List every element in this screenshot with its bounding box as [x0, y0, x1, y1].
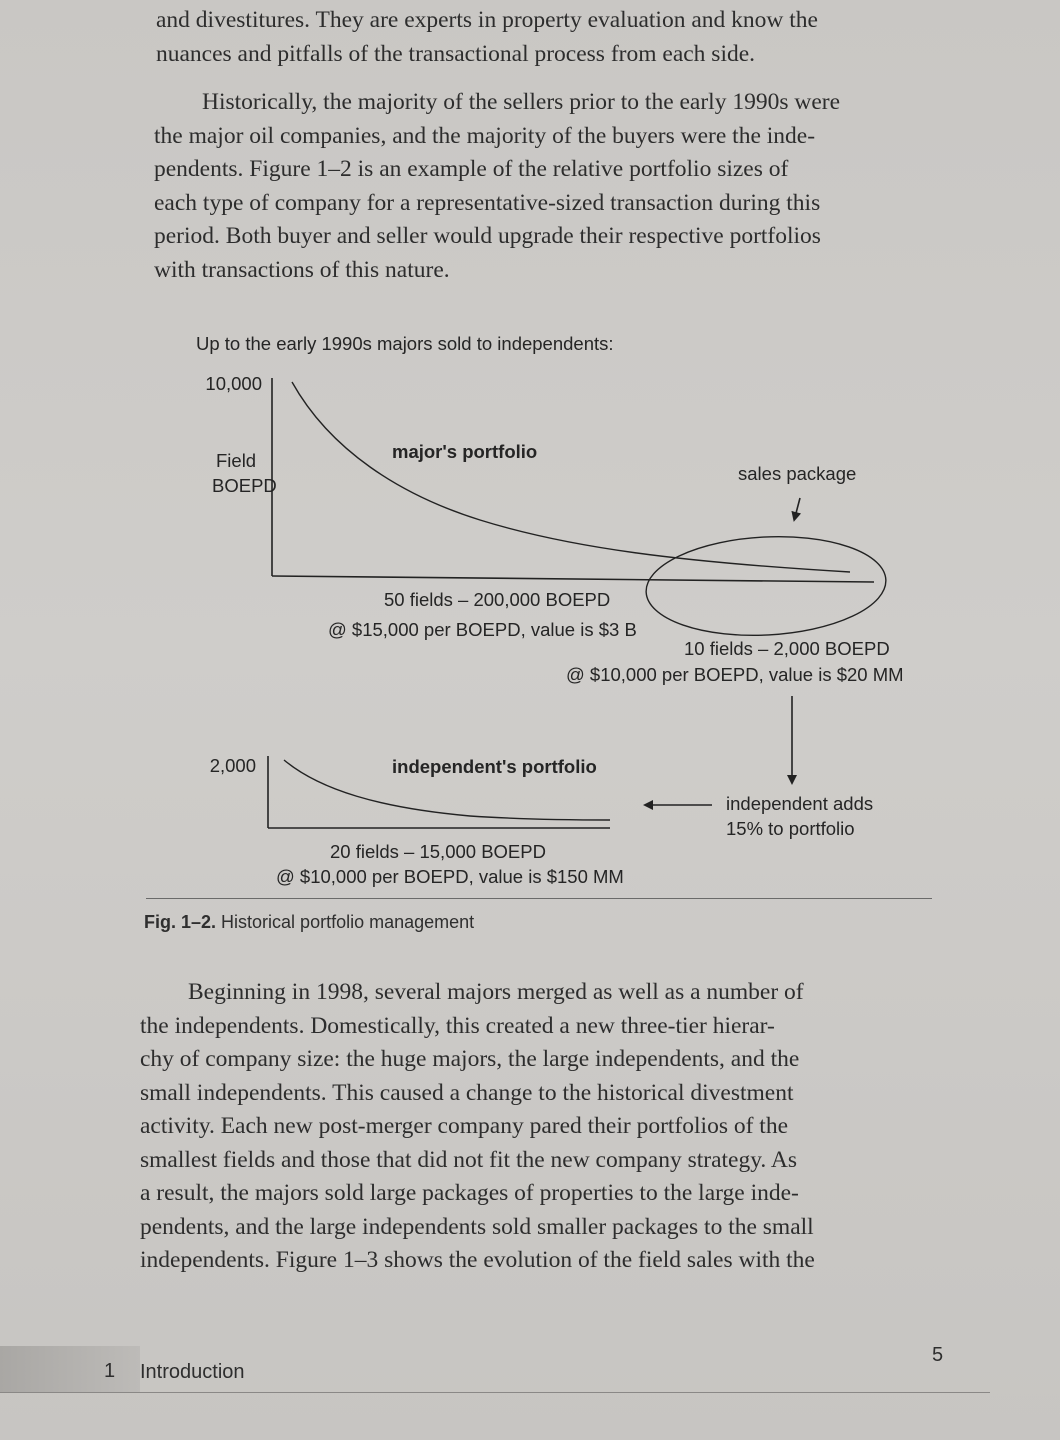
text-line: small independents. This caused a change to the historical divestment: [140, 1079, 794, 1106]
paragraph-continuation: [156, 4, 920, 71]
text-line: chy of company size: the huge majors, the large independents, and the: [140, 1046, 800, 1072]
major-tick-label: 10,000: [205, 373, 262, 394]
text-line: the independents. Domestically, this created a new three-tier hierar-: [140, 1012, 775, 1039]
major-x-axis: [272, 576, 874, 582]
y-axis-label-field: Field: [216, 450, 257, 471]
text-line: Historically, the majority of the sellers prior to the early 1990s were: [202, 89, 841, 115]
independent-portfolio-label: independent's portfolio: [392, 756, 597, 777]
paragraph-historically: [154, 86, 922, 287]
sales-package-arrow-icon: [795, 498, 800, 517]
independent-summary-line2: @ $10,000 per BOEPD, value is $150 MM: [276, 866, 624, 887]
sales-package-ellipse: [644, 531, 889, 641]
footer-chapter-band: [0, 1346, 140, 1392]
page-number: 5: [932, 1344, 944, 1366]
figure-caption: [144, 912, 474, 933]
paragraph-beginning: [140, 976, 934, 1278]
package-summary-line2: @ $10,000 per BOEPD, value is $20 MM: [566, 664, 904, 685]
caption-text: Historical portfolio management: [221, 912, 475, 932]
major-portfolio-label: major's portfolio: [392, 441, 538, 462]
text-line: nuances and pitfalls of the transactional process from each side.: [156, 40, 756, 67]
independent-adds-line1: independent adds: [726, 793, 874, 814]
text-line: independents. Figure 1–3 shows the evolution of the field sales with the: [140, 1247, 815, 1273]
caption-label: Fig. 1–2.: [144, 912, 217, 932]
y-axis-label-boepd: BOEPD: [212, 475, 277, 496]
text-line: with transactions of this nature.: [154, 256, 450, 283]
figure-portfolio-diagram: [0, 320, 1060, 900]
text-line: a result, the majors sold large packages of properties to the large inde-: [140, 1180, 799, 1206]
text-line: activity. Each new post-merger company pared their portfolios of the: [140, 1113, 788, 1139]
independent-adds-line2: 15% to portfolio: [726, 818, 855, 839]
text-line: pendents, and the large independents sold smaller packages to the small: [140, 1213, 814, 1240]
text-line: smallest fields and those that did not fit the new company strategy. As: [140, 1146, 798, 1173]
figure-heading: Up to the early 1990s majors sold to independents:: [196, 333, 614, 354]
footer-divider: [0, 1392, 990, 1393]
text-line: each type of company for a representative-sized transaction during this: [154, 189, 821, 216]
figure-divider: [146, 898, 932, 899]
major-summary-line1: 50 fields – 200,000 BOEPD: [384, 589, 611, 610]
text-line: period. Both buyer and seller would upgrade their respective portfolios: [154, 223, 821, 249]
chapter-number: 1: [104, 1360, 116, 1382]
text-line: pendents. Figure 1–2 is an example of the relative portfolio sizes of: [154, 156, 789, 182]
independent-tick-label: 2,000: [209, 755, 256, 776]
sales-package-label: sales package: [738, 463, 857, 484]
text-line: and divestitures. They are experts in property evaluation and know the: [156, 7, 818, 33]
chapter-title: Introduction: [140, 1361, 245, 1383]
package-summary-line1: 10 fields – 2,000 BOEPD: [684, 638, 890, 659]
major-summary-line2: @ $15,000 per BOEPD, value is $3 B: [328, 619, 637, 640]
text-line: the major oil companies, and the majority of the buyers were the inde-: [154, 122, 816, 149]
independent-summary-line1: 20 fields – 15,000 BOEPD: [330, 841, 546, 862]
text-line: Beginning in 1998, several majors merged as well as a number of: [188, 979, 804, 1005]
